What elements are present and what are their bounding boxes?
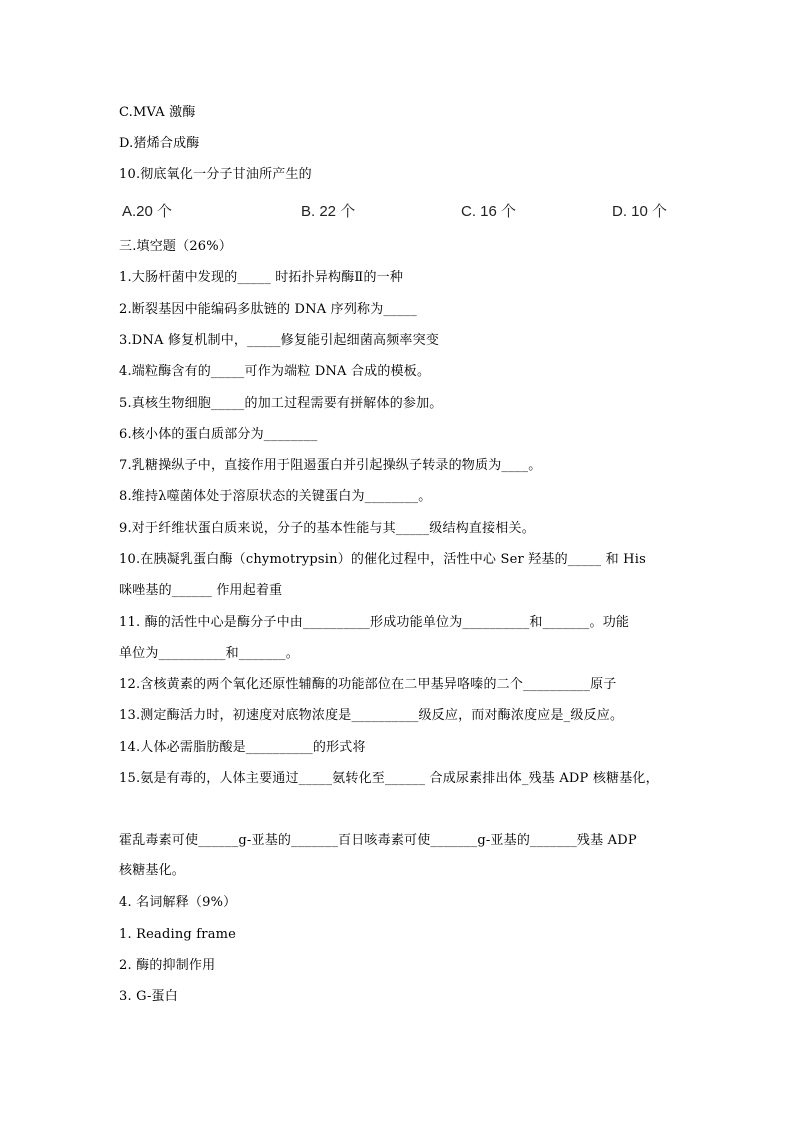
fill-q14: 14.人体必需脂肪酸是__________的形式将 — [119, 740, 366, 755]
fill-q4: 4.端粒酶含有的_____可作为端粒 DNA 合成的模板。 — [119, 364, 431, 379]
fill-section-heading: 三.填空题（26%） — [119, 239, 233, 254]
question-10-line: 10.彻底氧化一分子甘油所产生的 — [119, 167, 312, 182]
fill-q11-line2: 单位为__________和_______。 — [119, 646, 299, 661]
terms-section-heading: 4. 名词解释（9%） — [119, 895, 237, 910]
fill-q9: 9.对于纤维状蛋白质来说，分子的基本性能与其_____级结构直接相关。 — [119, 521, 535, 536]
choice-a: A.20 个 — [122, 203, 173, 220]
fill-q15: 15.氨是有毒的，人体主要通过_____氨转化至______ 合成尿素排出体_残基 ADP 核糖基化， — [119, 771, 659, 786]
choice-d: D. 10 个 — [612, 203, 668, 220]
term-1: 1. Reading frame — [119, 927, 237, 942]
fill-q2: 2.断裂基因中能编码多肽链的 DNA 序列称为_____ — [119, 302, 417, 317]
choice-b: B. 22 个 — [301, 203, 356, 220]
fill-q6: 6.核小体的蛋白质部分为________ — [119, 427, 318, 442]
fill-q11-line1: 11. 酶的活性中心是酶分子中由__________形成功能单位为__________和_______。功能 — [119, 615, 630, 630]
fill-extra-line1: 霍乱毒素可使______g-亚基的_______百日咳毒素可使_______g-亚基的_______残基 ADP — [119, 833, 637, 848]
fill-q12: 12.含核黄素的两个氧化还原性辅酶的功能部位在二甲基异咯嗪的二个__________原子 — [119, 677, 617, 692]
option-c-line: C.MVA 激酶 — [119, 105, 196, 120]
term-2: 2. 酶的抑制作用 — [119, 958, 216, 973]
choice-c: C. 16 个 — [461, 203, 517, 220]
fill-extra-line2: 核糖基化。 — [119, 863, 186, 878]
option-d-line: D.猪烯合成酶 — [119, 136, 200, 151]
fill-q10-line1: 10.在胰凝乳蛋白酶（chymotrypsin）的催化过程中，活性中心 Ser 羟基的_____ 和 His — [119, 552, 646, 567]
fill-q8: 8.维持λ噬菌体处于溶原状态的关键蛋白为________。 — [119, 489, 432, 504]
fill-q5: 5.真核生物细胞_____的加工过程需要有拼解体的参加。 — [119, 396, 443, 411]
choice-row — [119, 200, 679, 222]
term-3: 3. G-蛋白 — [119, 989, 178, 1004]
fill-q3: 3.DNA 修复机制中，_____修复能引起细菌高频率突变 — [119, 333, 440, 348]
fill-q13: 13.测定酶活力时，初速度对底物浓度是__________级反应，而对酶浓度应是_级反应。 — [119, 708, 624, 723]
fill-q1: 1.大肠杆菌中发现的_____ 时拓扑异构酶Ⅱ的一种 — [119, 270, 404, 285]
fill-q7: 7.乳糖操纵子中，直接作用于阻遏蛋白并引起操纵子转录的物质为____。 — [119, 458, 542, 473]
fill-q10-line2: 咪唑基的______ 作用起着重 — [119, 583, 283, 598]
